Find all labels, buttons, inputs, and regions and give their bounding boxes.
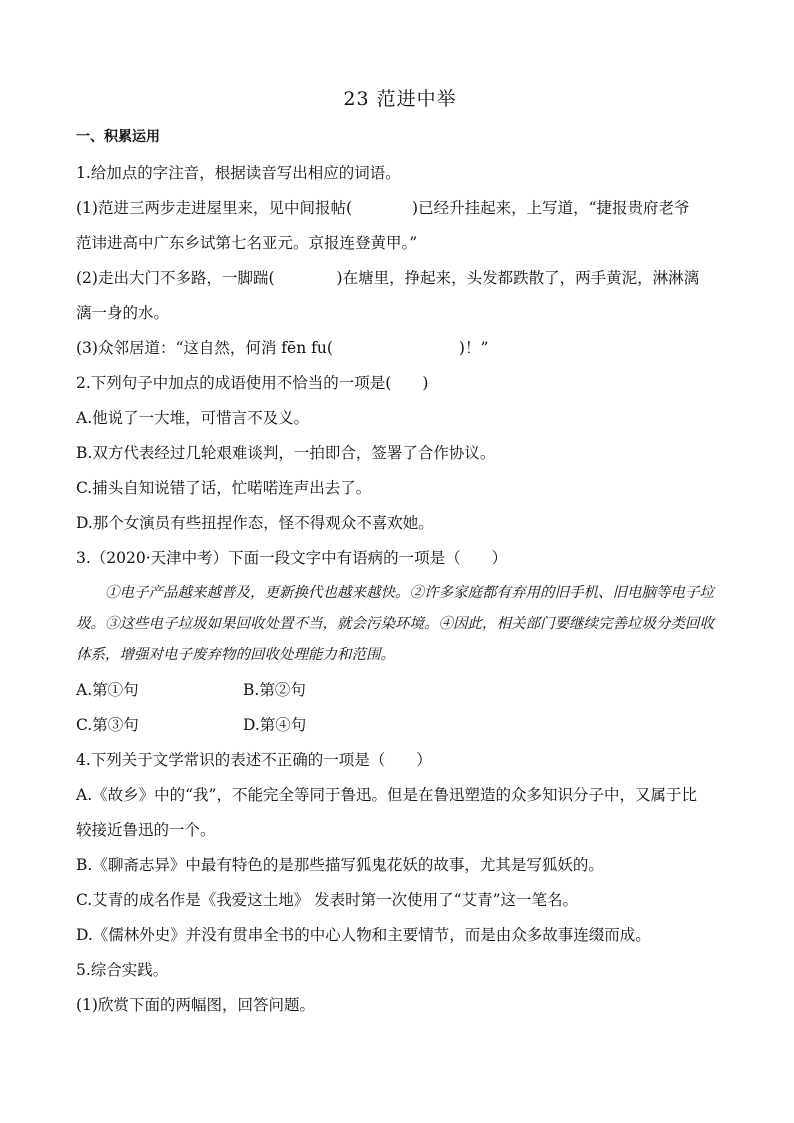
q3-options-row2 bbox=[76, 708, 724, 743]
q4-option-c: C.艾青的成名作是《我爱这土地》 发表时第一次使用了“艾青”这一笔名。 bbox=[76, 891, 579, 909]
q2-option-d: D.那个女演员有些扭捏作态，怪不得观众不喜欢她。 bbox=[76, 514, 434, 532]
q1-stem: 1.给加点的字注音，根据读音写出相应的词语。 bbox=[76, 164, 401, 182]
q3-passage: ①电子产品越来越普及，更新换代也越来越快。②许多家庭都有弃用的旧手机、旧电脑等电子垃圾。③这些电子垃圾如果回收处置不当，就会污染环境。④因此，相关部门要继续完善垃圾分类回收体系，增强对电子废弃物的回收处理能力和范围。 bbox=[76, 585, 714, 663]
q3-options-row1 bbox=[76, 673, 724, 708]
q2-option-b: B.双方代表经过几轮艰难谈判，一拍即合，签署了合作协议。 bbox=[76, 444, 496, 462]
q2-option-c: C.捕头自知说错了话，忙喏喏连声出去了。 bbox=[76, 479, 372, 497]
q3-option-b: B.第②句 bbox=[243, 681, 306, 699]
q4-option-a-line1: A.《故乡》中的“我”，不能完全等同于鲁迅。但是在鲁迅塑造的众多知识分子中，又属于比 bbox=[76, 786, 697, 804]
q1-sub2-line2: 漓一身的水。 bbox=[76, 304, 170, 322]
q3-option-c: C.第③句 bbox=[76, 716, 139, 734]
q1-sub2-line1: (2)走出大门不多路，一脚踹( )在塘里，挣起来，头发都跌散了，两手黄泥，淋淋漓 bbox=[76, 269, 700, 287]
q3-stem: 3.（2020·天津中考）下面一段文字中有语病的一项是（ ） bbox=[76, 549, 508, 567]
q5-stem: 5.综合实践。 bbox=[76, 961, 169, 979]
q3-option-a: A.第①句 bbox=[76, 681, 139, 699]
q2-stem: 2.下列句子中加点的成语使用不恰当的一项是( ) bbox=[76, 374, 429, 392]
q1-sub3: (3)众邻居道：“这自然，何消 fēn fu( )！” bbox=[76, 339, 489, 357]
page-title: 23 范进中举 bbox=[343, 88, 457, 110]
q4-option-a-line2: 较接近鲁迅的一个。 bbox=[76, 821, 216, 839]
q1-sub1-line2: 范讳进高中广东乡试第七名亚元。京报连登黄甲。” bbox=[76, 234, 418, 252]
q3-option-d: D.第④句 bbox=[243, 716, 307, 734]
q1-sub1-line1: (1)范进三两步走进屋里来，见中间报帖( )已经升挂起来，上写道，“捷报贵府老爷 bbox=[76, 199, 690, 217]
q4-stem: 4.下列关于文学常识的表述不正确的一项是（ ） bbox=[76, 751, 432, 769]
q4-option-b: B.《聊斋志异》中最有特色的是那些描写狐鬼花妖的故事，尤其是写狐妖的。 bbox=[76, 856, 604, 874]
q5-sub1: (1)欣赏下面的两幅图，回答问题。 bbox=[76, 996, 315, 1014]
q2-option-a: A.他说了一大堆，可惜言不及义。 bbox=[76, 409, 310, 427]
q4-option-d: D.《儒林外史》并没有贯串全书的中心人物和主要情节，而是由众多故事连缀而成。 bbox=[76, 926, 651, 944]
section-heading: 一、积累运用 bbox=[76, 129, 160, 145]
